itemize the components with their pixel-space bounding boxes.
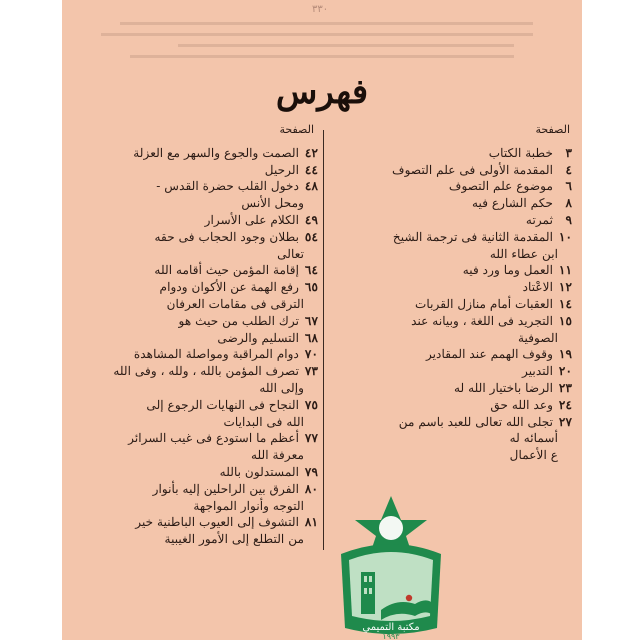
toc-entry-title: ابن عطاء الله xyxy=(489,246,558,261)
toc-entry xyxy=(335,212,572,229)
book-page xyxy=(62,0,582,640)
toc-entry xyxy=(80,330,318,347)
toc-entry-title: موضوع علم التصوف xyxy=(448,179,553,194)
toc-column-left xyxy=(80,122,318,548)
toc-page-number: ٦٥ xyxy=(304,280,318,295)
toc-entry xyxy=(80,464,318,481)
mosque-icon xyxy=(361,572,375,614)
toc-entry-title: دخول القلب حضرة القدس - xyxy=(156,179,299,194)
toc-entry xyxy=(80,212,318,229)
toc-entry xyxy=(80,313,318,330)
column-header: الصفحة xyxy=(279,123,314,136)
toc-entry xyxy=(335,279,572,296)
toc-entry-title: التسليم والرضى xyxy=(217,330,299,345)
toc-entry xyxy=(80,145,318,162)
toc-entry-title: تجلى الله تعالى للعبد باسم من xyxy=(398,414,553,429)
toc-page-number: ٧٠ xyxy=(304,347,318,362)
toc-page-number: ٤٢ xyxy=(304,145,318,160)
toc-entry xyxy=(80,262,318,279)
page-title: فهرس xyxy=(275,72,369,112)
toc-entry-title: الله فى البدايات xyxy=(223,414,304,429)
toc-page-number: ٧٩ xyxy=(304,464,318,479)
toc-entry xyxy=(335,430,572,447)
toc-entry-title: المقدمة الثانية فى ترجمة الشيخ xyxy=(392,229,553,244)
toc-entry xyxy=(80,162,318,179)
toc-entry xyxy=(335,229,572,246)
toc-entry-title: حكم الشارع فيه xyxy=(471,196,553,211)
toc-entry-title: التجريد فى اللغة ، وبيانه عند xyxy=(411,313,553,328)
toc-entry-title: الكلام على الأسرار xyxy=(204,212,299,227)
stamp-label: مكتبة التميمي xyxy=(362,622,420,633)
toc-entry xyxy=(335,414,572,431)
toc-page-number: ٢٧ xyxy=(558,414,572,429)
toc-entry-title: دوام المراقبة ومواصلة المشاهدة xyxy=(133,347,299,362)
toc-page-number: ٩ xyxy=(565,212,572,227)
toc-entry-title: ثمرته xyxy=(525,212,553,227)
toc-page-number: ٧٧ xyxy=(304,431,318,446)
toc-page-number: ٦٧ xyxy=(304,313,318,328)
toc-entry xyxy=(335,296,572,313)
toc-entry-title: المستدلون بالله xyxy=(219,464,299,479)
toc-entry xyxy=(335,313,572,330)
toc-page-number: ١٢ xyxy=(558,280,572,295)
toc-entry-title: التوجه وأنوار المواجهة xyxy=(193,498,304,513)
toc-entry xyxy=(80,430,318,447)
toc-entry xyxy=(335,330,572,347)
toc-page-number: ٨١ xyxy=(304,515,318,530)
toc-entry xyxy=(335,178,572,195)
column-header: الصفحة xyxy=(535,123,570,136)
toc-entry-title: معرفة الله xyxy=(250,448,304,463)
toc-page-number: ٧٣ xyxy=(304,364,318,379)
toc-entry-title: الفرق بين الراحلين إليه بأنوار xyxy=(152,481,299,496)
toc-entry xyxy=(80,380,318,397)
toc-entry-title: الصوفية xyxy=(517,330,558,345)
toc-entry xyxy=(335,262,572,279)
toc-entry-title: أسمائه له xyxy=(509,431,558,446)
toc-entry-title: إقامة المؤمن حيث أقامه الله xyxy=(154,263,299,278)
toc-entry-title: وعد الله حق xyxy=(490,397,553,412)
stamp-year: ١٩٩٣ xyxy=(382,632,400,640)
toc-entry-title: من التطلع إلى الأمور الغيبية xyxy=(164,532,304,547)
toc-entry xyxy=(335,162,572,179)
toc-entry xyxy=(80,514,318,531)
toc-page-number: ٤٨ xyxy=(304,179,318,194)
toc-entry-title: التدبير xyxy=(522,364,553,379)
toc-page-number: ١٤ xyxy=(558,296,572,311)
toc-entry xyxy=(335,145,572,162)
toc-page-number: ٢٠ xyxy=(558,364,572,379)
toc-entry-title: النجاح فى النهايات الرجوع إلى xyxy=(146,397,299,412)
toc-entry xyxy=(335,363,572,380)
toc-page-number: ٧٥ xyxy=(304,397,318,412)
toc-page-number: ٦٨ xyxy=(304,330,318,345)
toc-entry xyxy=(80,531,318,548)
toc-entry xyxy=(80,296,318,313)
toc-entry xyxy=(80,447,318,464)
toc-entry xyxy=(335,346,572,363)
toc-entry xyxy=(80,279,318,296)
toc-entry-title: الرحيل xyxy=(264,162,299,177)
toc-entry-title: أعظم ما استودع فى غيب السرائر xyxy=(128,431,299,446)
toc-entry-title: ترك الطلب من حيث هو xyxy=(178,313,299,328)
toc-entry xyxy=(80,229,318,246)
toc-entry-title: تعالى xyxy=(277,246,304,261)
toc-entry xyxy=(335,380,572,397)
toc-entry-title: التشوف إلى العيوب الباطنية خير xyxy=(135,515,299,530)
toc-entry-title: الرضا باختيار الله له xyxy=(453,380,553,395)
toc-page-number: ٨٠ xyxy=(304,481,318,496)
toc-page-number: ١٥ xyxy=(558,313,572,328)
toc-entry xyxy=(80,346,318,363)
toc-entry xyxy=(80,195,318,212)
toc-page-number: ٢٣ xyxy=(558,380,572,395)
toc-column-right xyxy=(335,122,572,464)
toc-entry-title: رفع الهمة عن الأكوان ودوام xyxy=(159,280,299,295)
toc-page-number: ١٩ xyxy=(558,347,572,362)
toc-entry-title: العمل وما ورد فيه xyxy=(462,263,553,278)
toc-entry-title: الاعْتاد xyxy=(522,280,553,295)
toc-page-number: ٣ xyxy=(565,145,572,160)
toc-entry xyxy=(80,498,318,515)
toc-entry-title: ومحل الأنس xyxy=(241,196,304,211)
toc-entry-title: العقبات أمام منازل القربات xyxy=(414,296,553,311)
toc-page-number: ٢٤ xyxy=(558,397,572,412)
toc-entry-title: الترقى فى مقامات العرفان xyxy=(166,296,304,311)
toc-page-number: ١١ xyxy=(558,263,572,278)
toc-entry-title: وإلى الله xyxy=(259,380,304,395)
toc-entry-title: وقوف الهمم عند المقادير xyxy=(425,347,553,362)
toc-entry xyxy=(80,397,318,414)
toc-entry xyxy=(80,481,318,498)
toc-page-number: ٨ xyxy=(565,196,572,211)
toc-entry-title: خطبة الكتاب xyxy=(488,145,553,160)
column-divider xyxy=(323,130,324,550)
toc-page-number: ٤٤ xyxy=(304,162,318,177)
toc-entry xyxy=(335,397,572,414)
toc-entry xyxy=(335,447,572,464)
toc-entry xyxy=(80,363,318,380)
toc-page-number: ٤ xyxy=(565,162,572,177)
toc-page-number: ٦ xyxy=(565,179,572,194)
toc-page-number: ١٠ xyxy=(558,229,572,244)
page-number: ٣٣٠ xyxy=(312,4,329,15)
toc-entry xyxy=(80,246,318,263)
toc-entry-title: بطلان وجود الحجاب فى حقه xyxy=(154,229,299,244)
toc-entry xyxy=(80,414,318,431)
toc-entry xyxy=(80,178,318,195)
toc-entry xyxy=(335,195,572,212)
toc-page-number: ٤٩ xyxy=(304,212,318,227)
toc-entry-title: ع الأعمال xyxy=(509,448,558,463)
toc-entry xyxy=(335,246,572,263)
toc-entry-title: تصرف المؤمن بالله ، ولله ، وفى الله xyxy=(113,364,299,379)
toc-entry-title: المقدمة الأولى فى علم التصوف xyxy=(391,162,553,177)
toc-entry-title: الصمت والجوع والسهر مع العزلة xyxy=(133,145,299,160)
toc-page-number: ٦٤ xyxy=(304,263,318,278)
library-stamp-logo xyxy=(331,494,451,640)
toc-page-number: ٥٤ xyxy=(304,229,318,244)
